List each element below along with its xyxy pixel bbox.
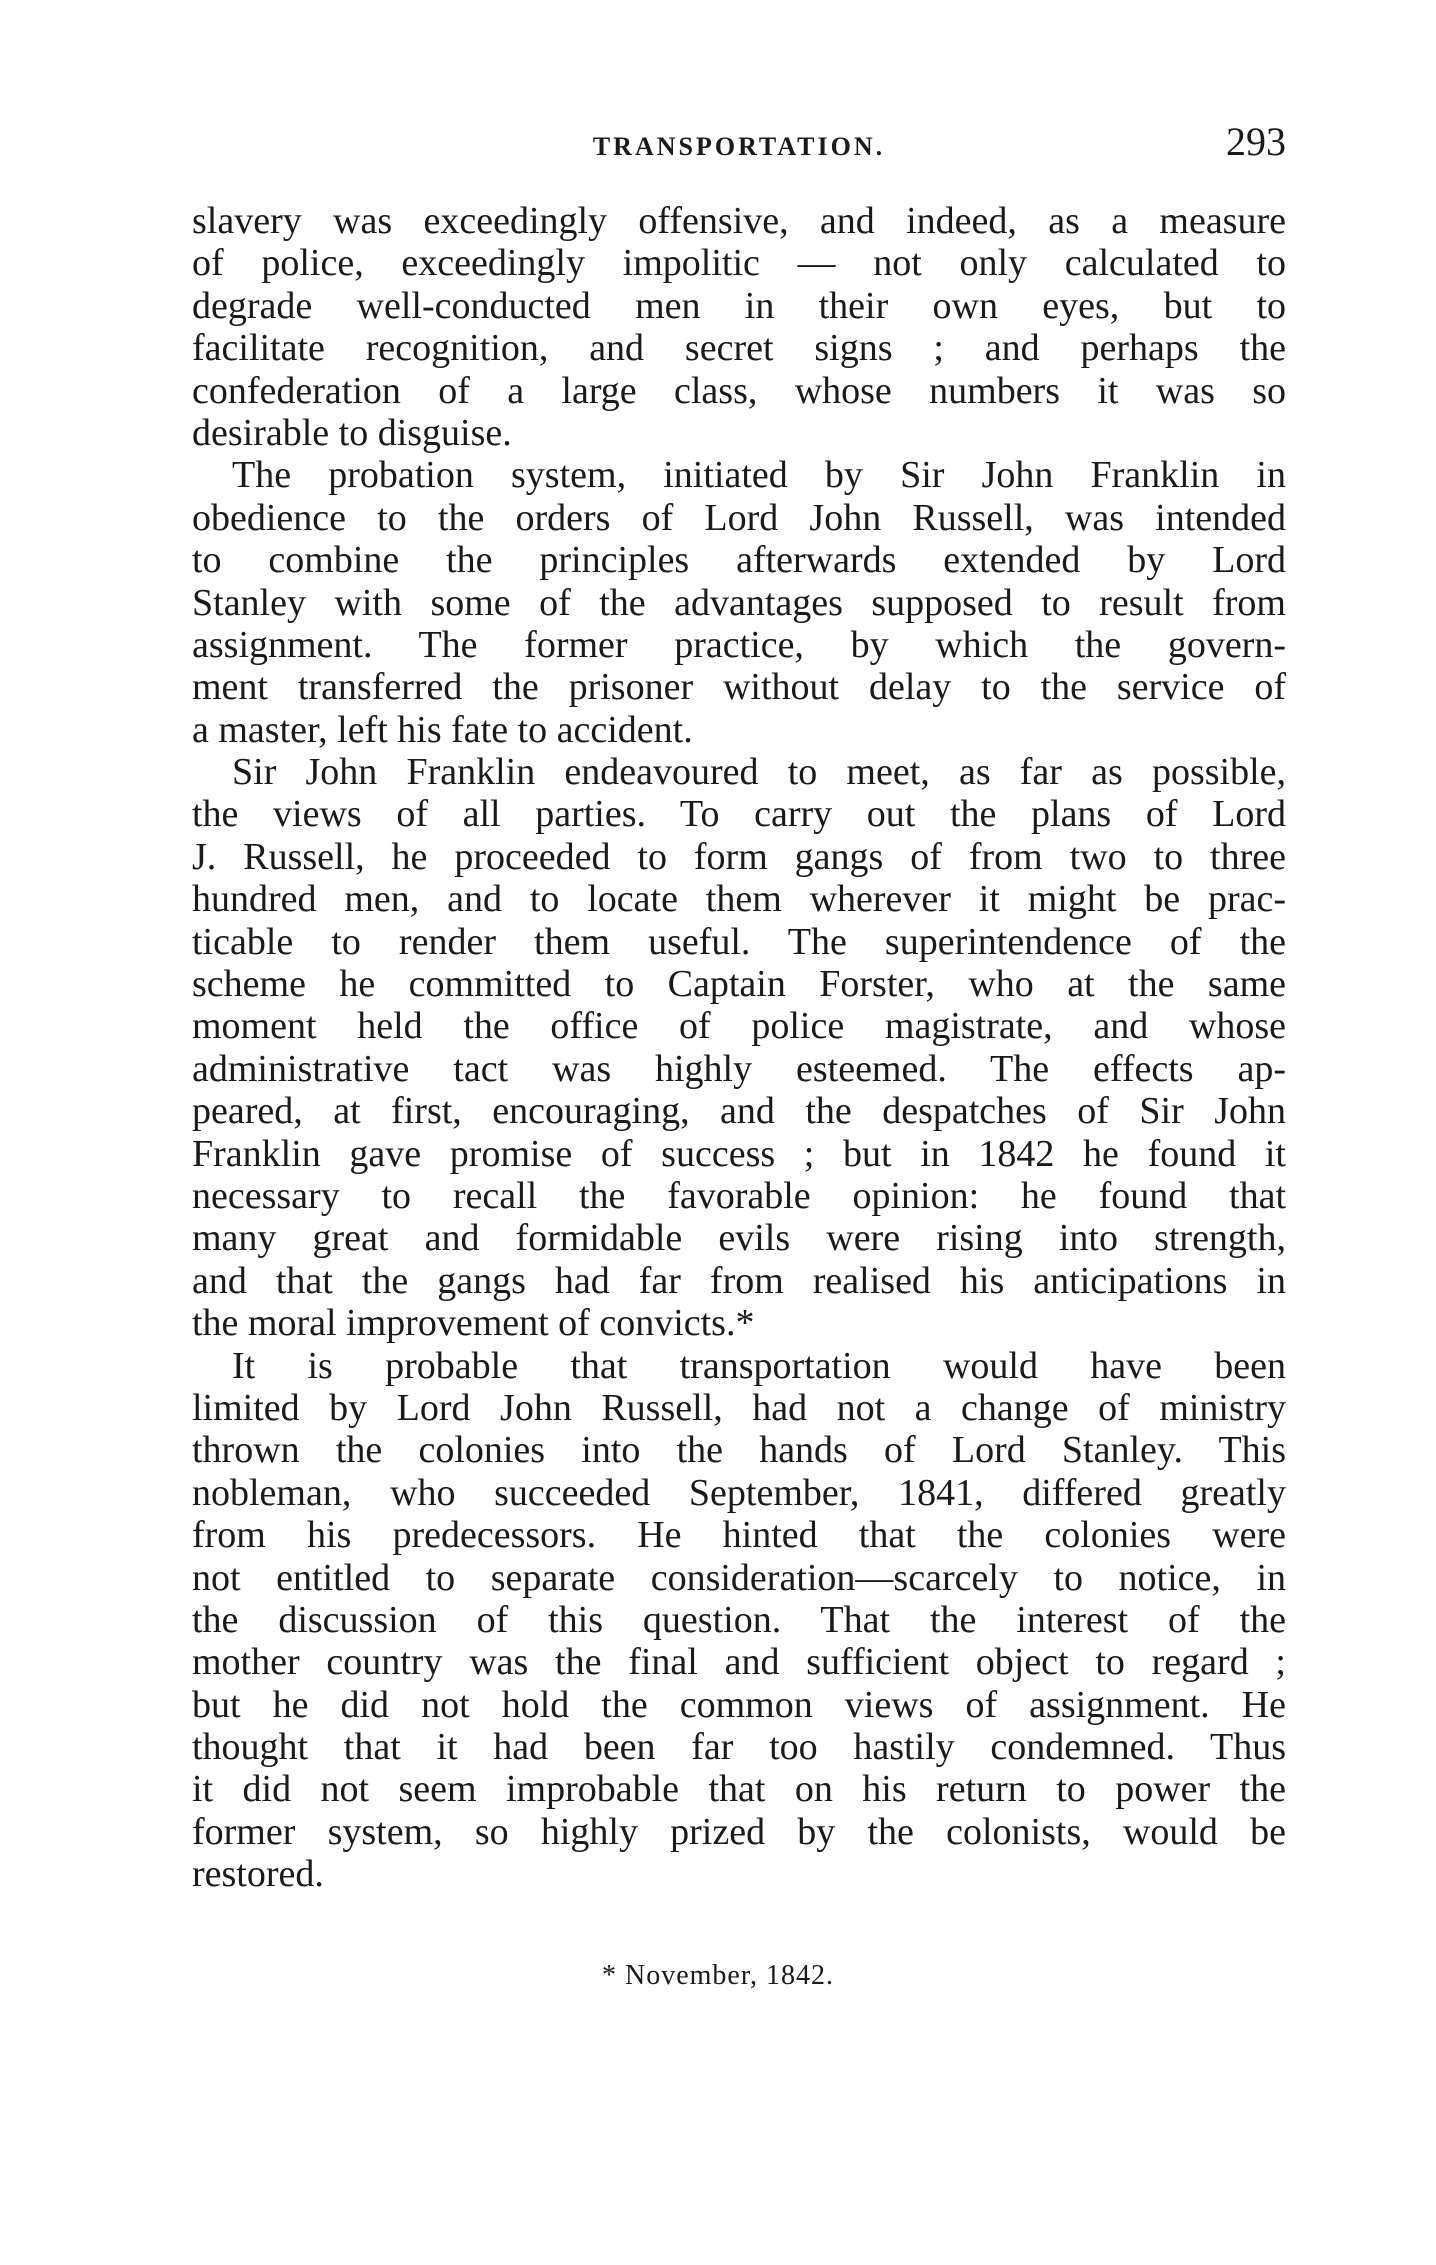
running-title: TRANSPORTATION. <box>592 132 886 161</box>
text-line: thought that it had been far too hastily condemned. Thus <box>192 1726 1286 1769</box>
text-line: Stanley with some of the advantages supposed to result from <box>192 581 1286 624</box>
text-line: the discussion of this question. That the interest of the <box>192 1598 1286 1641</box>
text-line: It is probable that transportation would have been <box>232 1344 1286 1387</box>
text-line: former system, so highly prized by the colonists, would be <box>192 1810 1286 1853</box>
text-line: and that the gangs had far from realised his anticipations in <box>192 1259 1286 1302</box>
page-number: 293 <box>1226 119 1286 164</box>
text-line: limited by Lord John Russell, had not a change of ministry <box>192 1386 1286 1429</box>
text-line: Franklin gave promise of success ; but in 1842 he found it <box>192 1132 1286 1175</box>
text-line: facilitate recognition, and secret signs ; and perhaps the <box>192 327 1286 370</box>
page-header <box>192 118 1286 178</box>
text-line: ment transferred the prisoner without delay to the service of <box>192 666 1286 709</box>
text-line: administrative tact was highly esteemed. The effects ap- <box>192 1047 1286 1090</box>
text-line: thrown the colonies into the hands of Lord Stanley. This <box>192 1429 1286 1472</box>
text-line: necessary to recall the favorable opinion: he found that <box>192 1174 1286 1217</box>
text-line: ticable to render them useful. The superintendence of the <box>192 920 1286 963</box>
text-line: the moral improvement of convicts.* <box>192 1302 755 1345</box>
text-line: The probation system, initiated by Sir John Franklin in <box>232 454 1286 497</box>
text-line: peared, at first, encouraging, and the despatches of Sir John <box>192 1090 1286 1133</box>
text-line: of police, exceedingly impolitic — not only calculated to <box>192 242 1286 285</box>
text-line: mother country was the final and sufficient object to regard ; <box>192 1641 1286 1684</box>
text-line: many great and formidable evils were rising into strength, <box>192 1217 1286 1260</box>
text-line: slavery was exceedingly offensive, and indeed, as a measure <box>192 200 1286 242</box>
text-line: restored. <box>192 1853 324 1896</box>
text-line: but he did not hold the common views of assignment. He <box>192 1683 1286 1726</box>
text-line: confederation of a large class, whose numbers it was so <box>192 369 1286 412</box>
text-line: J. Russell, he proceeded to form gangs of from two to three <box>192 835 1286 878</box>
text-line: desirable to disguise. <box>192 411 512 454</box>
text-line: the views of all parties. To carry out the plans of Lord <box>192 793 1286 836</box>
body-text <box>192 200 1286 1896</box>
text-line: scheme he committed to Captain Forster, who at the same <box>192 963 1286 1006</box>
text-line: from his predecessors. He hinted that the colonies were <box>192 1514 1286 1557</box>
text-line: obedience to the orders of Lord John Russell, was intended <box>192 496 1286 539</box>
text-line: it did not seem improbable that on his return to power the <box>192 1768 1286 1811</box>
text-line: hundred men, and to locate them wherever it might be prac- <box>192 878 1286 921</box>
text-line: moment held the office of police magistrate, and whose <box>192 1005 1286 1048</box>
text-line: nobleman, who succeeded September, 1841, differed greatly <box>192 1471 1286 1514</box>
text-line: to combine the principles afterwards extended by Lord <box>192 539 1286 582</box>
text-line: a master, left his fate to accident. <box>192 708 693 751</box>
text-line: Sir John Franklin endeavoured to meet, as far as possible, <box>232 751 1286 794</box>
text-line: assignment. The former practice, by which the govern- <box>192 623 1286 666</box>
text-line: not entitled to separate consideration—scarcely to notice, in <box>192 1556 1286 1599</box>
text-line: degrade well-conducted men in their own eyes, but to <box>192 284 1286 327</box>
footnote: * November, 1842. <box>601 1960 835 1991</box>
